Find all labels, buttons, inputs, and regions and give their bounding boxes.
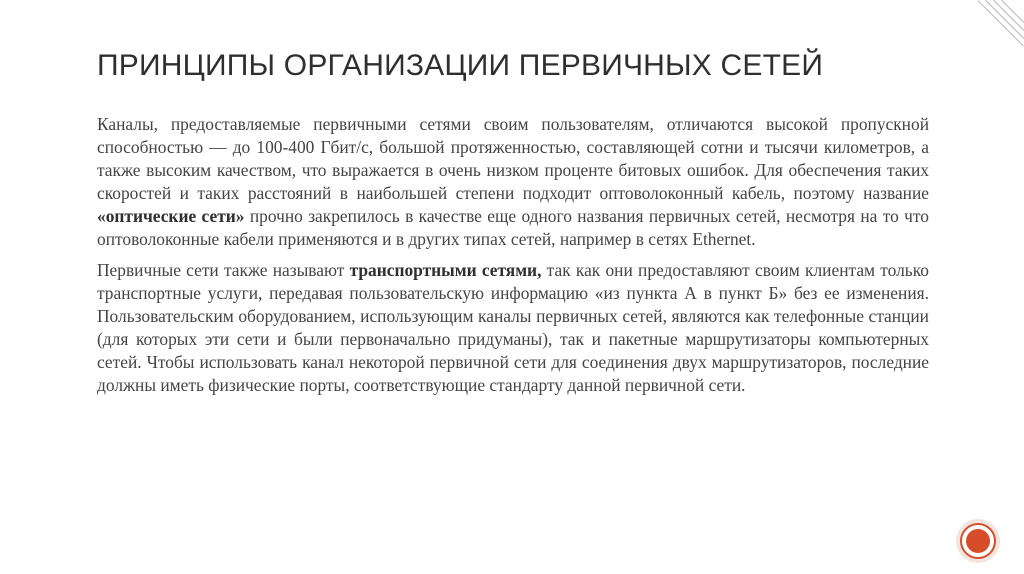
- paragraph-text: так как они предоставляют своим клиентам только транспортные услуги, передавая пользовательскую информацию «из пункта А в пункт Б» без ее изменения. Пользовательским оборудованием, использующим каналы первичных сетей, являются как телефонные станции (для которых эти сети и были первоначально придуманы), так и пакетные маршрутизаторы компьютерных сетей. Чтобы использовать канал некоторой первичной сети для соединения двух маршрутизаторов, последние должны иметь физические порты, соответствующие стандарту данной первичной сети.: [97, 260, 929, 395]
- corner-line: [1001, 0, 1024, 46]
- bold-term-optical-networks: «оптические сети»: [97, 206, 245, 226]
- corner-decoration: [978, 0, 1024, 46]
- circle-button-ring: [960, 523, 996, 559]
- paragraph-transport-networks: [97, 259, 929, 397]
- circle-button-core: [966, 529, 990, 553]
- slide-content: [97, 113, 929, 397]
- slide-title: ПРИНЦИПЫ ОРГАНИЗАЦИИ ПЕРВИЧНЫХ СЕТЕЙ: [97, 49, 824, 82]
- paragraph-text: прочно закрепилось в качестве еще одного названия первичных сетей, несмотря на то что оптоволоконные кабели применяются и в других типах сетей, например в сетях Ethernet.: [97, 206, 929, 249]
- corner-line: [985, 0, 1024, 46]
- paragraph-text: Первичные сети также называют: [97, 260, 350, 280]
- paragraph-text: Каналы, предоставляемые первичными сетями своим пользователям, отличаются высокой пропускной способностью — до 100-400 Гбит/с, большой протяженностью, составляющей сотни и тысячи километров, а также высоким качеством, что выражается в очень низком проценте битовых ошибок. Для обеспечения таких скоростей и таких расстояний в наибольшей степени подходит оптоволоконный кабель, поэтому название: [97, 114, 929, 203]
- circle-button-icon[interactable]: [956, 519, 1000, 563]
- paragraph-optical-networks: [97, 113, 929, 251]
- bold-term-transport-networks: транспортными сетями,: [349, 260, 542, 280]
